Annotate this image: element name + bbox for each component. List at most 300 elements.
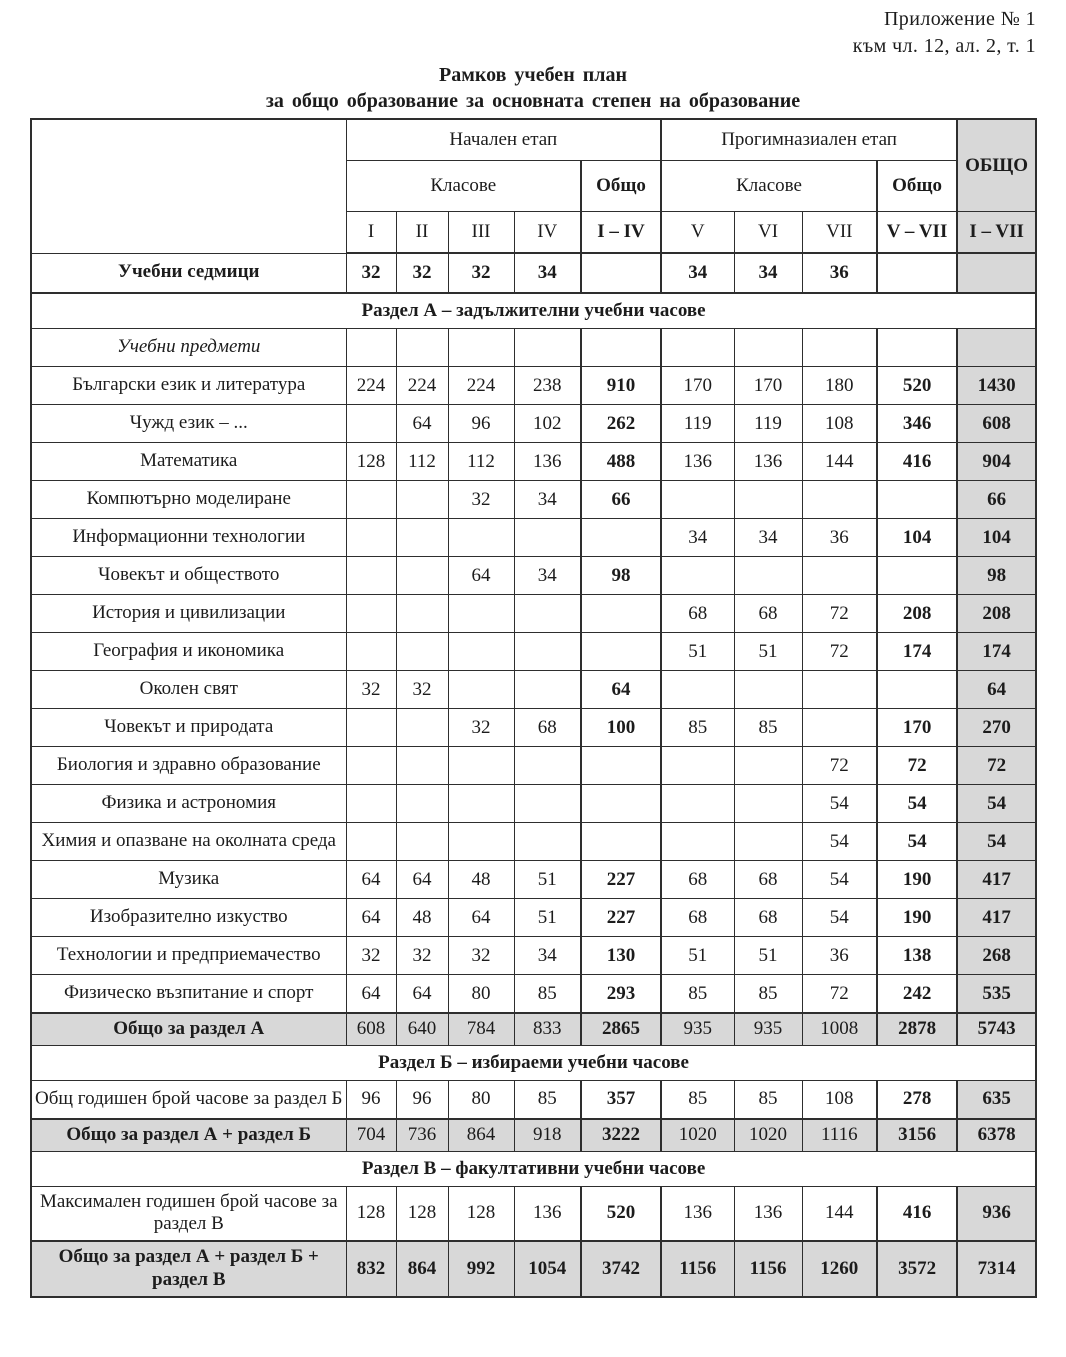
table-cell: 136	[734, 1186, 802, 1241]
table-cell	[734, 671, 802, 709]
table-cell: 136	[661, 1186, 734, 1241]
section-header: Раздел Б – избираеми учебни часове	[31, 1045, 1036, 1080]
table-cell: 32	[448, 481, 514, 519]
table-cell	[581, 785, 661, 823]
table-cell	[346, 557, 396, 595]
table-cell	[396, 823, 448, 861]
table-cell: 520	[581, 1186, 661, 1241]
row-label: Информационни технологии	[31, 519, 346, 557]
table-cell: 32	[396, 937, 448, 975]
table-cell: 32	[396, 253, 448, 293]
table-cell	[734, 481, 802, 519]
table-cell	[514, 823, 581, 861]
table-cell	[581, 747, 661, 785]
table-cell: 51	[661, 633, 734, 671]
table-cell: 520	[877, 367, 957, 405]
table-cell: 136	[514, 443, 581, 481]
table-cell: 98	[581, 557, 661, 595]
table-cell: 270	[957, 709, 1036, 747]
table-cell: 32	[448, 709, 514, 747]
row-label: Химия и опазване на околната среда	[31, 823, 346, 861]
table-cell	[346, 823, 396, 861]
table-cell: 32	[448, 253, 514, 293]
table-row	[31, 671, 1036, 709]
row-label: Максимален годишен брой часове за раздел В	[31, 1186, 346, 1241]
table-cell: 608	[346, 1013, 396, 1045]
table-cell: 1156	[734, 1241, 802, 1297]
table-header	[31, 119, 1036, 253]
table-cell: 36	[802, 937, 877, 975]
row-label: Общо за раздел А	[31, 1013, 346, 1045]
table-cell: 32	[346, 671, 396, 709]
table-cell: 864	[396, 1241, 448, 1297]
table-cell: 1020	[734, 1119, 802, 1151]
table-cell: 54	[802, 899, 877, 937]
table-cell: 34	[661, 519, 734, 557]
table-cell: 784	[448, 1013, 514, 1045]
total-label-secondary: Общо	[877, 161, 957, 212]
row-label: Физика и астрономия	[31, 785, 346, 823]
table-cell	[448, 747, 514, 785]
table-row	[31, 367, 1036, 405]
table-cell	[448, 519, 514, 557]
table-row	[31, 709, 1036, 747]
table-cell: 704	[346, 1119, 396, 1151]
table-cell: 34	[514, 253, 581, 293]
table-cell: 66	[581, 481, 661, 519]
table-cell	[734, 329, 802, 367]
table-cell: 130	[581, 937, 661, 975]
table-cell: 864	[448, 1119, 514, 1151]
table-cell	[346, 405, 396, 443]
table-cell	[581, 253, 661, 293]
table-cell	[877, 671, 957, 709]
table-cell	[661, 557, 734, 595]
table-cell	[957, 253, 1036, 293]
table-cell: 32	[448, 937, 514, 975]
table-cell: 224	[346, 367, 396, 405]
table-cell: 100	[581, 709, 661, 747]
table-cell	[396, 595, 448, 633]
table-row	[31, 1013, 1036, 1045]
table-cell	[581, 519, 661, 557]
document-title	[0, 62, 1066, 114]
table-cell	[346, 709, 396, 747]
table-cell	[346, 519, 396, 557]
table-cell: 34	[734, 253, 802, 293]
table-cell	[346, 481, 396, 519]
table-row	[31, 633, 1036, 671]
table-cell: 227	[581, 899, 661, 937]
table-cell: 96	[448, 405, 514, 443]
table-cell: 190	[877, 861, 957, 899]
table-cell	[448, 785, 514, 823]
table-row	[31, 443, 1036, 481]
row-label: Технологии и предприемачество	[31, 937, 346, 975]
table-cell: 80	[448, 1080, 514, 1119]
table-cell: 51	[661, 937, 734, 975]
table-cell: 635	[957, 1080, 1036, 1119]
table-cell: 72	[877, 747, 957, 785]
table-row	[31, 899, 1036, 937]
stage-secondary-header: Прогимназиален етап	[661, 119, 957, 161]
table-cell: 85	[734, 1080, 802, 1119]
table-cell: 68	[734, 595, 802, 633]
annex-annotation	[0, 0, 1066, 60]
column-header-V: V	[661, 212, 734, 254]
table-cell	[514, 671, 581, 709]
table-cell: 2878	[877, 1013, 957, 1045]
table-cell: 1020	[661, 1119, 734, 1151]
table-cell: 119	[661, 405, 734, 443]
document-title-line2: за общо образование за основната степен на образование	[265, 90, 801, 112]
table-cell	[346, 785, 396, 823]
curriculum-table	[30, 118, 1037, 1298]
table-cell	[448, 671, 514, 709]
table-cell: 85	[514, 975, 581, 1014]
table-cell	[877, 329, 957, 367]
table-cell	[396, 329, 448, 367]
table-cell	[514, 633, 581, 671]
table-cell: 51	[514, 861, 581, 899]
table-cell: 227	[581, 861, 661, 899]
table-cell	[734, 823, 802, 861]
table-cell: 85	[661, 709, 734, 747]
table-cell: 3742	[581, 1241, 661, 1297]
column-header-II: II	[396, 212, 448, 254]
table-row	[31, 823, 1036, 861]
table-cell	[877, 253, 957, 293]
table-cell: 68	[661, 861, 734, 899]
row-label: Компютърно моделиране	[31, 481, 346, 519]
table-cell	[396, 481, 448, 519]
classes-label-secondary: Класове	[661, 161, 877, 212]
table-row	[31, 1241, 1036, 1297]
table-row	[31, 861, 1036, 899]
table-cell: 64	[581, 671, 661, 709]
table-cell: 85	[514, 1080, 581, 1119]
table-cell: 170	[877, 709, 957, 747]
table-row	[31, 293, 1036, 329]
row-label: Общо за раздел А + раздел Б + раздел В	[31, 1241, 346, 1297]
table-row	[31, 937, 1036, 975]
table-cell: 68	[661, 595, 734, 633]
table-row	[31, 481, 1036, 519]
table-cell: 36	[802, 519, 877, 557]
table-cell	[396, 747, 448, 785]
table-cell: 112	[448, 443, 514, 481]
table-cell: 54	[877, 823, 957, 861]
table-cell: 488	[581, 443, 661, 481]
table-row	[31, 1080, 1036, 1119]
header-row-stages	[31, 119, 1036, 161]
table-cell: 190	[877, 899, 957, 937]
table-cell	[661, 785, 734, 823]
table-cell: 51	[514, 899, 581, 937]
table-cell: 36	[802, 253, 877, 293]
table-cell	[661, 329, 734, 367]
table-cell: 64	[346, 861, 396, 899]
table-cell: 3572	[877, 1241, 957, 1297]
table-cell: 54	[802, 861, 877, 899]
table-cell	[734, 747, 802, 785]
table-cell	[448, 595, 514, 633]
table-cell	[877, 481, 957, 519]
table-cell	[802, 481, 877, 519]
table-cell: 208	[877, 595, 957, 633]
table-cell: 128	[346, 1186, 396, 1241]
stage-primary-header: Начален етап	[346, 119, 661, 161]
table-cell	[514, 785, 581, 823]
column-header-VI: VI	[734, 212, 802, 254]
table-cell: 64	[346, 899, 396, 937]
table-cell	[734, 785, 802, 823]
table-cell: 357	[581, 1080, 661, 1119]
table-cell	[802, 671, 877, 709]
table-cell	[581, 595, 661, 633]
row-label: Български език и литература	[31, 367, 346, 405]
table-cell: 170	[661, 367, 734, 405]
table-cell	[514, 329, 581, 367]
column-header-III: III	[448, 212, 514, 254]
table-cell	[448, 329, 514, 367]
table-cell: 119	[734, 405, 802, 443]
table-cell: 417	[957, 899, 1036, 937]
table-cell: 64	[957, 671, 1036, 709]
table-cell	[661, 481, 734, 519]
row-label: Човекът и обществото	[31, 557, 346, 595]
table-cell: 640	[396, 1013, 448, 1045]
table-row	[31, 1119, 1036, 1151]
grand-total-header: ОБЩО	[957, 119, 1036, 212]
row-label: Общо за раздел А + раздел Б	[31, 1119, 346, 1151]
table-cell: 34	[514, 937, 581, 975]
table-cell: 416	[877, 1186, 957, 1241]
table-cell: 72	[802, 595, 877, 633]
annex-number: Приложение № 1	[883, 8, 1036, 30]
row-label: Математика	[31, 443, 346, 481]
table-cell: 174	[957, 633, 1036, 671]
table-cell: 1260	[802, 1241, 877, 1297]
table-cell: 136	[734, 443, 802, 481]
table-cell	[396, 785, 448, 823]
table-cell: 608	[957, 405, 1036, 443]
row-label: Общ годишен брой часове за раздел Б	[31, 1080, 346, 1119]
table-cell: 64	[396, 975, 448, 1014]
table-cell	[514, 519, 581, 557]
table-cell: 104	[877, 519, 957, 557]
table-cell	[346, 329, 396, 367]
table-cell: 54	[802, 823, 877, 861]
row-label: Изобразително изкуство	[31, 899, 346, 937]
table-cell: 96	[346, 1080, 396, 1119]
table-cell: 7314	[957, 1241, 1036, 1297]
table-cell: 85	[734, 709, 802, 747]
table-cell: 96	[396, 1080, 448, 1119]
table-cell: 1008	[802, 1013, 877, 1045]
table-cell: 262	[581, 405, 661, 443]
table-cell: 64	[346, 975, 396, 1014]
table-cell: 32	[396, 671, 448, 709]
row-label: Музика	[31, 861, 346, 899]
table-cell: 416	[877, 443, 957, 481]
table-cell: 54	[957, 823, 1036, 861]
table-cell: 51	[734, 633, 802, 671]
total-label-primary: Общо	[581, 161, 661, 212]
table-cell	[396, 519, 448, 557]
table-cell: 904	[957, 443, 1036, 481]
section-header: Раздел В – факултативни учебни часове	[31, 1151, 1036, 1186]
table-cell: 1054	[514, 1241, 581, 1297]
table-row	[31, 1151, 1036, 1186]
row-label: География и икономика	[31, 633, 346, 671]
table-cell: 51	[734, 937, 802, 975]
table-cell: 54	[802, 785, 877, 823]
table-cell	[734, 557, 802, 595]
table-cell: 34	[734, 519, 802, 557]
table-row	[31, 329, 1036, 367]
table-cell: 417	[957, 861, 1036, 899]
table-cell: 112	[396, 443, 448, 481]
classes-label-primary: Класове	[346, 161, 581, 212]
table-cell	[448, 823, 514, 861]
table-cell: 85	[661, 975, 734, 1014]
document-title-line1: Рамков учебен план	[439, 64, 627, 86]
table-cell: 48	[396, 899, 448, 937]
table-cell: 80	[448, 975, 514, 1014]
table-cell: 68	[514, 709, 581, 747]
table-cell: 3222	[581, 1119, 661, 1151]
table-cell: 346	[877, 405, 957, 443]
table-cell: 833	[514, 1013, 581, 1045]
table-cell: 208	[957, 595, 1036, 633]
table-row	[31, 557, 1036, 595]
table-cell: 85	[734, 975, 802, 1014]
table-cell: 535	[957, 975, 1036, 1014]
table-cell: 66	[957, 481, 1036, 519]
table-cell: 268	[957, 937, 1036, 975]
table-row	[31, 1186, 1036, 1241]
table-cell	[802, 329, 877, 367]
table-cell: 72	[802, 633, 877, 671]
table-cell: 64	[396, 861, 448, 899]
table-cell	[661, 823, 734, 861]
table-cell: 32	[346, 937, 396, 975]
table-cell	[581, 823, 661, 861]
table-cell: 736	[396, 1119, 448, 1151]
table-cell: 2865	[581, 1013, 661, 1045]
row-label: Околен свят	[31, 671, 346, 709]
table-cell: 3156	[877, 1119, 957, 1151]
table-cell: 128	[448, 1186, 514, 1241]
table-cell	[346, 633, 396, 671]
table-body	[31, 253, 1036, 1297]
table-cell: 34	[514, 557, 581, 595]
column-header-VII: VII	[802, 212, 877, 254]
table-cell	[661, 671, 734, 709]
table-cell: 64	[396, 405, 448, 443]
table-cell: 224	[396, 367, 448, 405]
table-cell: 935	[661, 1013, 734, 1045]
table-cell: 104	[957, 519, 1036, 557]
table-cell: 32	[346, 253, 396, 293]
table-cell: 6378	[957, 1119, 1036, 1151]
table-cell: 242	[877, 975, 957, 1014]
table-cell: 72	[957, 747, 1036, 785]
table-cell: 34	[661, 253, 734, 293]
table-cell: 72	[802, 975, 877, 1014]
table-cell: 170	[734, 367, 802, 405]
table-cell: 34	[514, 481, 581, 519]
table-cell: 144	[802, 1186, 877, 1241]
table-row	[31, 975, 1036, 1014]
table-cell: 64	[448, 557, 514, 595]
table-cell: 72	[802, 747, 877, 785]
table-row	[31, 595, 1036, 633]
table-cell: 68	[734, 899, 802, 937]
table-cell: 832	[346, 1241, 396, 1297]
table-cell: 102	[514, 405, 581, 443]
table-cell: 918	[514, 1119, 581, 1151]
table-cell: 935	[734, 1013, 802, 1045]
table-cell	[396, 709, 448, 747]
table-cell: 224	[448, 367, 514, 405]
table-row	[31, 785, 1036, 823]
table-cell: 85	[661, 1080, 734, 1119]
table-cell: 68	[661, 899, 734, 937]
table-cell: 278	[877, 1080, 957, 1119]
table-cell: 174	[877, 633, 957, 671]
table-cell: 136	[661, 443, 734, 481]
table-cell: 64	[448, 899, 514, 937]
table-cell	[877, 557, 957, 595]
table-cell	[581, 329, 661, 367]
table-cell	[346, 595, 396, 633]
table-cell: 54	[877, 785, 957, 823]
corner-cell	[31, 119, 346, 253]
table-cell	[802, 709, 877, 747]
table-cell	[396, 633, 448, 671]
row-label: Учебни предмети	[31, 329, 346, 367]
table-cell: 68	[734, 861, 802, 899]
table-cell: 138	[877, 937, 957, 975]
section-header: Раздел А – задължителни учебни часове	[31, 293, 1036, 329]
table-cell: 1430	[957, 367, 1036, 405]
table-cell: 293	[581, 975, 661, 1014]
table-cell: 136	[514, 1186, 581, 1241]
table-cell: 238	[514, 367, 581, 405]
table-row	[31, 519, 1036, 557]
table-cell	[396, 557, 448, 595]
table-cell	[448, 633, 514, 671]
table-cell: 992	[448, 1241, 514, 1297]
table-cell: 936	[957, 1186, 1036, 1241]
column-header-I-IV: I – IV	[581, 212, 661, 254]
column-header-IV: IV	[514, 212, 581, 254]
column-header-I: I	[346, 212, 396, 254]
table-cell: 144	[802, 443, 877, 481]
table-cell: 128	[346, 443, 396, 481]
table-row	[31, 747, 1036, 785]
table-cell: 54	[957, 785, 1036, 823]
column-header-V-VII: V – VII	[877, 212, 957, 254]
table-cell: 48	[448, 861, 514, 899]
table-row	[31, 405, 1036, 443]
table-cell	[514, 747, 581, 785]
row-label: Човекът и природата	[31, 709, 346, 747]
row-label: Учебни седмици	[31, 253, 346, 293]
table-cell: 1156	[661, 1241, 734, 1297]
